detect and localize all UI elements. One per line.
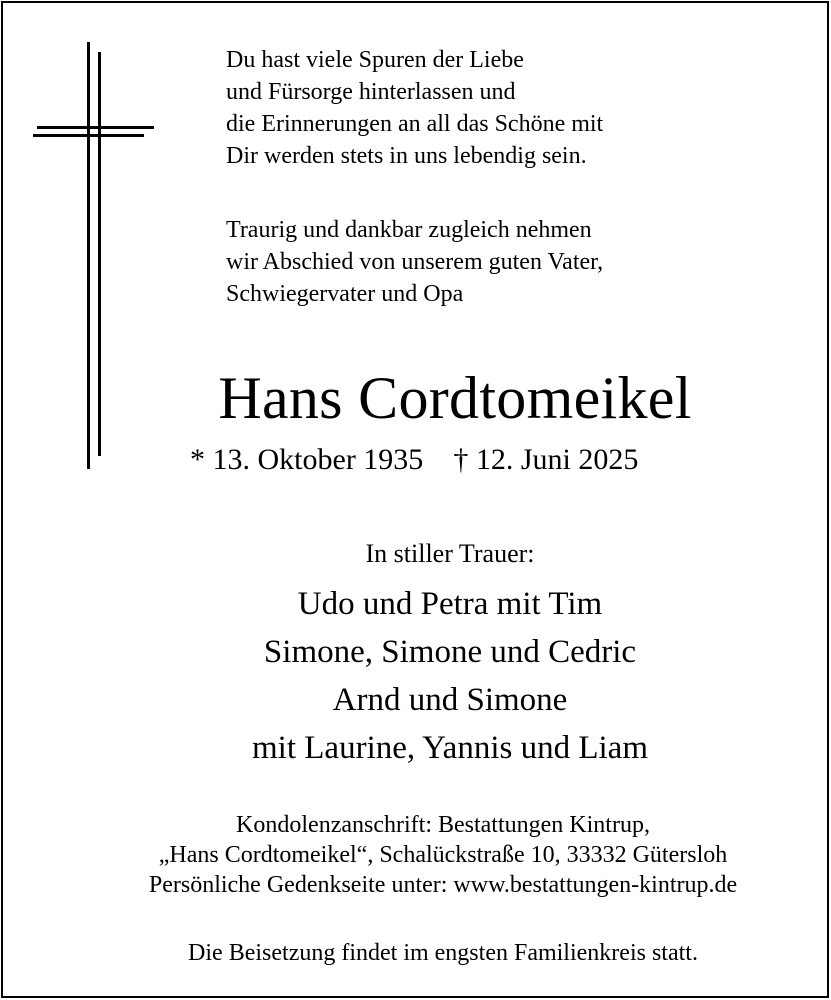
poem-line: Du hast viele Spuren der Liebe <box>226 47 524 73</box>
poem-line: Schwiegervater und Opa <box>226 281 464 307</box>
mourners-list <box>0 580 831 772</box>
poem-line: Traurig und dankbar zugleich nehmen <box>226 217 592 243</box>
poem-line: die Erinnerungen an all das Schöne mit <box>226 111 604 137</box>
mourner-line: Simone, Simone und Cedric <box>263 634 637 670</box>
life-dates <box>190 442 638 478</box>
memorial-page-link: Persönliche Gedenkseite unter: www.bestattungen-kintrup.de <box>148 872 738 898</box>
contact-line: „Hans Cordtomeikel“, Schalückstraße 10, 33332 Gütersloh <box>158 842 728 868</box>
contact-line: Kondolenzanschrift: Bestattungen Kintrup, <box>236 812 650 838</box>
poem-stanza-1 <box>226 44 786 172</box>
condolence-address <box>0 810 831 900</box>
poem-stanza-2 <box>226 214 786 310</box>
burial-note: Die Beisetzung findet im engsten Familienkreis statt. <box>188 940 698 966</box>
mourner-line: mit Laurine, Yannis und Liam <box>252 730 648 766</box>
mourner-line: Arnd und Simone <box>332 682 568 718</box>
poem-line: Dir werden stets in uns lebendig sein. <box>226 143 587 169</box>
poem-line: wir Abschied von unserem guten Vater, <box>226 249 604 275</box>
poem <box>226 44 786 307</box>
poem-line: und Fürsorge hinterlassen und <box>226 79 516 105</box>
deceased-name: Hans Cordtomeikel <box>218 365 692 431</box>
mourner-line: Udo und Petra mit Tim <box>297 586 603 622</box>
birth-date: * 13. Oktober 1935 <box>190 443 424 476</box>
mourners-label: In stiller Trauer: <box>365 539 535 568</box>
death-date: † 12. Juni 2025 <box>453 443 639 476</box>
